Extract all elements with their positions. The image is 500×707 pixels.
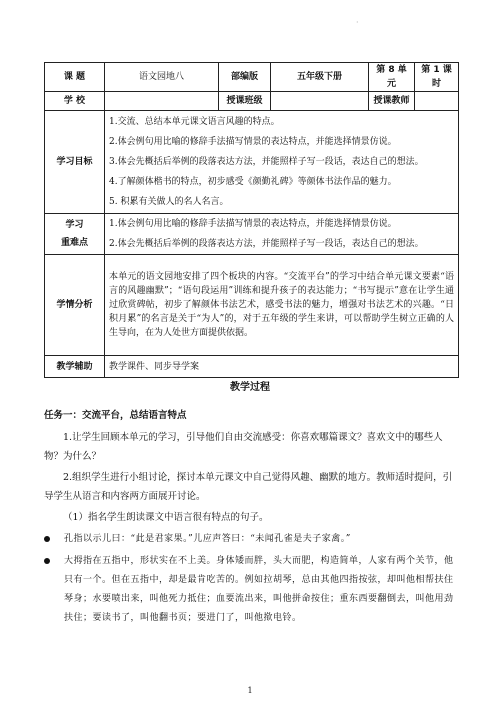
objectives-content (105, 111, 459, 214)
aids-row (45, 356, 459, 378)
key-points-label-line2: 重难点 (60, 238, 88, 248)
paragraph: （1）指名学生朗读课文中语言很有特点的句子。 (63, 512, 269, 523)
key-points-row (45, 214, 459, 255)
paragraph: 1.让学生回顾本单元的学习，引导他们自由交流感受：你喜欢哪篇课文？喜欢文中的哪些人物？为什么？ (44, 432, 443, 462)
objective-item: 3.体会先概括后举例的段落表达方法，并能照样子写一段话，表达自己的想法。 (109, 157, 424, 167)
lesson-plan-table (44, 62, 459, 378)
bullet-dot-icon (44, 558, 50, 564)
aids-label: 教学辅助 (45, 356, 105, 378)
objectives-label: 学习目标 (45, 111, 105, 214)
objectives-row (45, 111, 459, 214)
key-point-item: 2.体会先概括后举例的段落表达方法，并能照样子写一段话，表达自己的想法。 (109, 239, 424, 249)
analysis-text: 本单元的语文园地安排了四个板块的内容。“交流平台”的学习中结合单元课文要素“语言的风趣幽默”；“语句段运用”训练和提升孩子的表达能力；“书写提示”意在让学生通过欣赏碑帖，初步了解颜体书法艺术，感受书法的魅力，增强对书法艺术的兴趣。“日积月累”的名言是关于“为人”的，对于五年级的学生来讲，可以帮助学生树立正确的人生导向，在为人处世方面提供依据。 (105, 255, 459, 356)
task1-title: 任务一：交流平台，总结语言特点 (44, 410, 187, 421)
header-row (45, 63, 459, 92)
edition-label: 部编版 (219, 63, 271, 92)
objective-item: 1.交流、总结本单元课文语言风趣的特点。 (109, 117, 280, 127)
quote-text: 大拇指在五指中，形状实在不上美。身体矮而胖，头大而肥，构造简单，人家有两个关节，他只有一个。但在五指中，却是最肯吃苦的。例如拉胡琴，总由其他四指按弦，却叫他相帮扶住琴身；水要喷出来，叫他死力抵住；血要流出来，叫他拼命按住；重东西要翻倒去，叫他用劲扶住；要读书了，叫他翻书页；要进门了，叫他揿电铃。 (64, 556, 454, 623)
teacher-value (415, 92, 459, 111)
analysis-row (45, 255, 459, 356)
objective-item: 5. 积累有关做人的名人名言。 (109, 197, 229, 207)
school-row (45, 92, 459, 111)
analysis-label: 学情分析 (45, 255, 105, 356)
key-points-label-line1: 学习 (65, 220, 84, 230)
process-title: 教学过程 (230, 382, 270, 393)
page-number: 1 (247, 686, 253, 695)
aids-value: 教学课件、同步导学案 (105, 356, 459, 378)
key-points-label (45, 214, 105, 255)
process-body (44, 428, 458, 628)
course-value: 语文园地八 (105, 63, 219, 92)
quote-text: 孔指以示儿曰：“此是君家果。”儿应声答曰：“未闻孔雀是夫子家禽。” (64, 534, 351, 544)
grade-label: 五年级下册 (271, 63, 369, 92)
unit-label: 第 8 单元 (369, 63, 415, 92)
objective-item: 2.体会例句用比喻的修辞手法描写情景的表达特点，并能选择情景仿说。 (109, 137, 397, 147)
school-value (105, 92, 219, 111)
quote-bullet (44, 552, 458, 628)
teacher-label: 授课教师 (369, 92, 415, 111)
bullet-dot-icon (44, 536, 50, 542)
paragraph: 2.组织学生进行小组讨论，探讨本单元课文中自己觉得风趣、幽默的地方。教师适时提问，引导学生从语言和内容两方面展开讨论。 (44, 472, 453, 502)
class-label: 授课班级 (219, 92, 271, 111)
key-points-content (105, 214, 459, 255)
course-label: 课 题 (45, 63, 105, 92)
top-mark: · (356, 18, 359, 27)
school-label: 学 校 (45, 92, 105, 111)
class-value (271, 92, 369, 111)
quote-bullet (44, 530, 458, 549)
lesson-label: 第 1 课时 (415, 63, 459, 92)
key-point-item: 1.体会例句用比喻的修辞手法描写情景的表达特点，并能选择情景仿说。 (109, 219, 397, 229)
objective-item: 4.了解颜体楷书的特点，初步感受《颜勤礼碑》等颜体书法作品的魅力。 (109, 177, 397, 187)
